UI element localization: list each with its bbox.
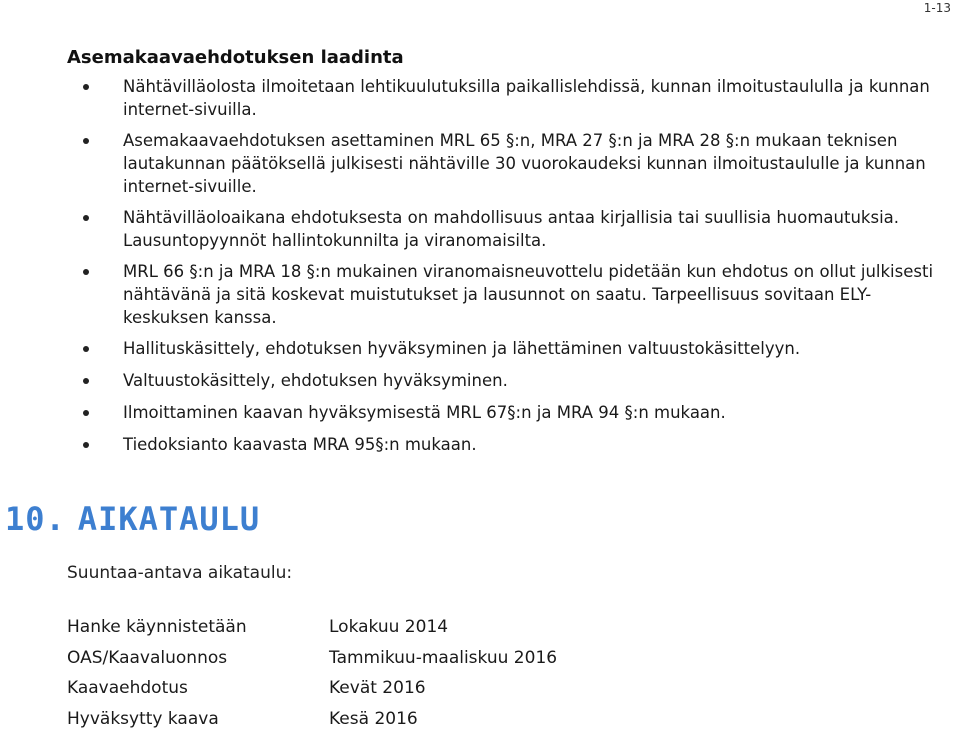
schedule-phase: Kaavaehdotus	[67, 673, 329, 704]
list-item	[0, 75, 959, 121]
table-row	[67, 643, 557, 674]
schedule-time: Tammikuu-maaliskuu 2016	[329, 643, 557, 674]
section-heading: Asemakaavaehdotuksen laadinta	[67, 47, 404, 68]
list-item-text: Nähtävilläolosta ilmoitetaan lehtikuulutuksilla paikallislehdissä, kunnan ilmoitustaululla ja kunnan internet-sivuilla.	[123, 77, 930, 119]
bullet-icon	[83, 215, 89, 221]
bullet-icon	[83, 410, 89, 416]
list-item	[0, 206, 959, 252]
schedule-phase: Hyväksytty kaava	[67, 704, 329, 734]
list-item-text: Hallituskäsittely, ehdotuksen hyväksyminen ja lähettäminen valtuustokäsittelyyn.	[123, 339, 800, 358]
list-item	[0, 369, 959, 392]
bullet-icon	[83, 269, 89, 275]
list-item	[0, 337, 959, 360]
bullet-list	[0, 75, 959, 465]
page-number: 1-13	[924, 1, 951, 15]
list-item	[0, 401, 959, 424]
schedule-time: Kesä 2016	[329, 704, 557, 734]
list-item-text: Tiedoksianto kaavasta MRA 95§:n mukaan.	[123, 435, 477, 454]
table-row	[67, 704, 557, 734]
list-item-text: Valtuustokäsittely, ehdotuksen hyväksyminen.	[123, 371, 508, 390]
list-item-text: Asemakaavaehdotuksen asettaminen MRL 65 §:n, MRA 27 §:n ja MRA 28 §:n mukaan teknisen lautakunnan päätöksellä julkisesti nähtäville 30 vuorokaudeksi kunnan ilmoitustaululle ja kunnan internet-sivuille.	[123, 131, 926, 196]
schedule-intro: Suuntaa-antava aikataulu:	[67, 563, 292, 583]
list-item	[0, 433, 959, 456]
bullet-icon	[83, 138, 89, 144]
schedule-time: Kevät 2016	[329, 673, 557, 704]
list-item-text: Ilmoittaminen kaavan hyväksymisestä MRL 67§:n ja MRA 94 §:n mukaan.	[123, 403, 726, 422]
chapter-title	[5, 500, 260, 538]
list-item	[0, 260, 959, 329]
table-row	[67, 612, 557, 643]
schedule-table	[67, 612, 557, 734]
bullet-icon	[83, 378, 89, 384]
list-item	[0, 129, 959, 198]
chapter-number: 10.	[5, 500, 66, 538]
bullet-icon	[83, 346, 89, 352]
schedule-time: Lokakuu 2014	[329, 612, 557, 643]
schedule-phase: Hanke käynnistetään	[67, 612, 329, 643]
schedule-phase: OAS/Kaavaluonnos	[67, 643, 329, 674]
list-item-text: Nähtävilläoloaikana ehdotuksesta on mahdollisuus antaa kirjallisia tai suullisia huomautuksia. Lausuntopyynnöt hallintokunnilta ja viranomaisilta.	[123, 208, 899, 250]
list-item-text: MRL 66 §:n ja MRA 18 §:n mukainen viranomaisneuvottelu pidetään kun ehdotus on ollut julkisesti nähtävänä ja sitä koskevat muistutukset ja lausunnot on saatu. Tarpeellisuus sovitaan ELY-keskuksen kanssa.	[123, 262, 933, 327]
chapter-name: AIKATAULU	[78, 500, 260, 538]
table-row	[67, 673, 557, 704]
bullet-icon	[83, 442, 89, 448]
bullet-icon	[83, 84, 89, 90]
